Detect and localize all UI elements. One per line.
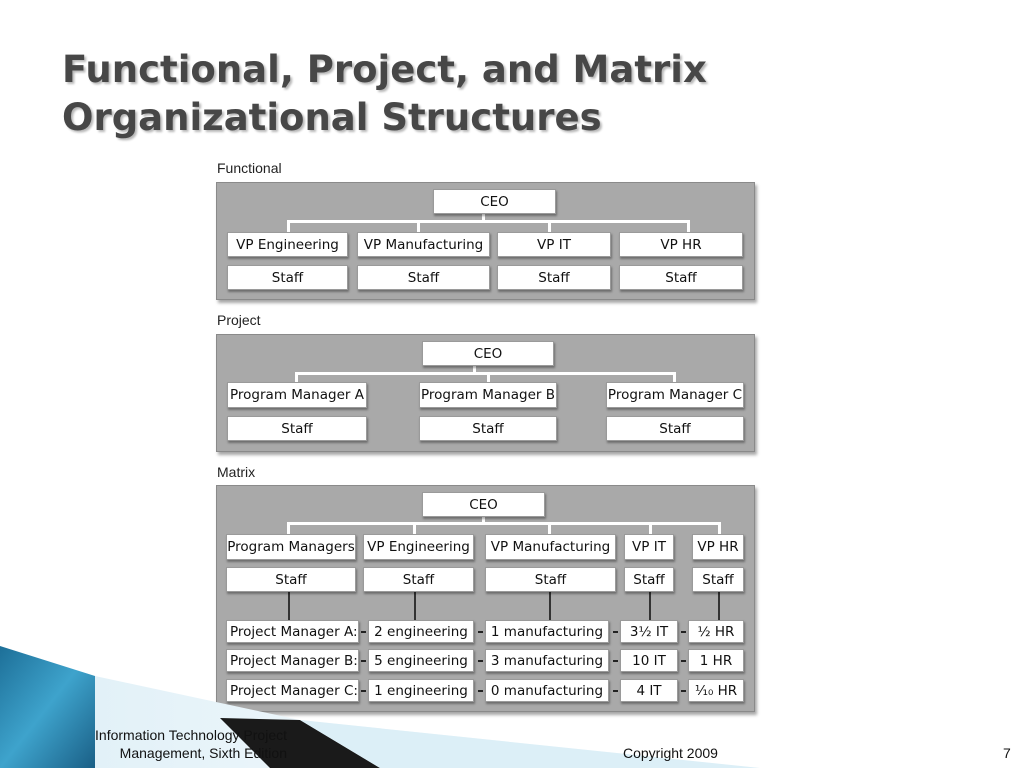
- matrix-section-label: Matrix: [217, 464, 256, 480]
- program-manager-c-box: Program Manager C: [606, 382, 744, 408]
- staff-box: Staff: [419, 416, 557, 441]
- vp-manufacturing-box: VP Manufacturing: [357, 232, 490, 257]
- staff-box: Staff: [692, 567, 744, 592]
- vp-engineering-box: VP Engineering: [227, 232, 348, 257]
- project-manager-c-label: Project Manager C:: [226, 679, 359, 702]
- slide-title-line-1: Functional, Project, and Matrix: [62, 48, 707, 91]
- program-manager-a-box: Program Manager A: [227, 382, 367, 408]
- vp-hr-box: VP HR: [619, 232, 743, 257]
- matrix-cell: 3 manufacturing: [485, 649, 609, 672]
- vp-engineering-box: VP Engineering: [363, 534, 474, 560]
- vp-hr-box: VP HR: [692, 534, 744, 560]
- vp-it-box: VP IT: [624, 534, 674, 560]
- project-section-label: Project: [217, 312, 261, 328]
- matrix-cell: ⅒ HR: [688, 679, 744, 702]
- staff-box: Staff: [226, 567, 356, 592]
- staff-box: Staff: [485, 567, 616, 592]
- staff-box: Staff: [227, 265, 348, 290]
- staff-box: Staff: [624, 567, 674, 592]
- staff-box: Staff: [619, 265, 743, 290]
- matrix-cell: 3½ IT: [620, 620, 678, 643]
- footer-source-line-1: Information Technology Project: [95, 727, 287, 743]
- matrix-cell: 10 IT: [620, 649, 678, 672]
- program-managers-box: Program Managers: [226, 534, 356, 560]
- project-manager-b-label: Project Manager B:: [226, 649, 359, 672]
- matrix-cell: 1 manufacturing: [485, 620, 609, 643]
- vp-manufacturing-box: VP Manufacturing: [485, 534, 616, 560]
- matrix-cell: 2 engineering: [368, 620, 474, 643]
- staff-box: Staff: [606, 416, 744, 441]
- matrix-cell: 4 IT: [620, 679, 678, 702]
- matrix-cell: 1 HR: [688, 649, 744, 672]
- slide-title-line-2: Organizational Structures: [62, 96, 602, 139]
- program-manager-b-box: Program Manager B: [419, 382, 557, 408]
- staff-box: Staff: [497, 265, 611, 290]
- functional-section-label: Functional: [217, 160, 282, 176]
- ceo-box: CEO: [422, 341, 554, 366]
- staff-box: Staff: [363, 567, 474, 592]
- ceo-box: CEO: [422, 492, 545, 517]
- slide-page-number: 7: [1003, 745, 1011, 761]
- footer-source: [47, 726, 287, 762]
- staff-box: Staff: [357, 265, 490, 290]
- matrix-cell: 5 engineering: [368, 649, 474, 672]
- staff-box: Staff: [227, 416, 367, 441]
- footer-copyright: Copyright 2009: [623, 745, 718, 761]
- vp-it-box: VP IT: [497, 232, 611, 257]
- matrix-cell: 0 manufacturing: [485, 679, 609, 702]
- matrix-cell: 1 engineering: [368, 679, 474, 702]
- matrix-cell: ½ HR: [688, 620, 744, 643]
- project-manager-a-label: Project Manager A:: [226, 620, 359, 643]
- footer-source-line-2: Management, Sixth Edition: [119, 745, 287, 761]
- ceo-box: CEO: [433, 189, 556, 214]
